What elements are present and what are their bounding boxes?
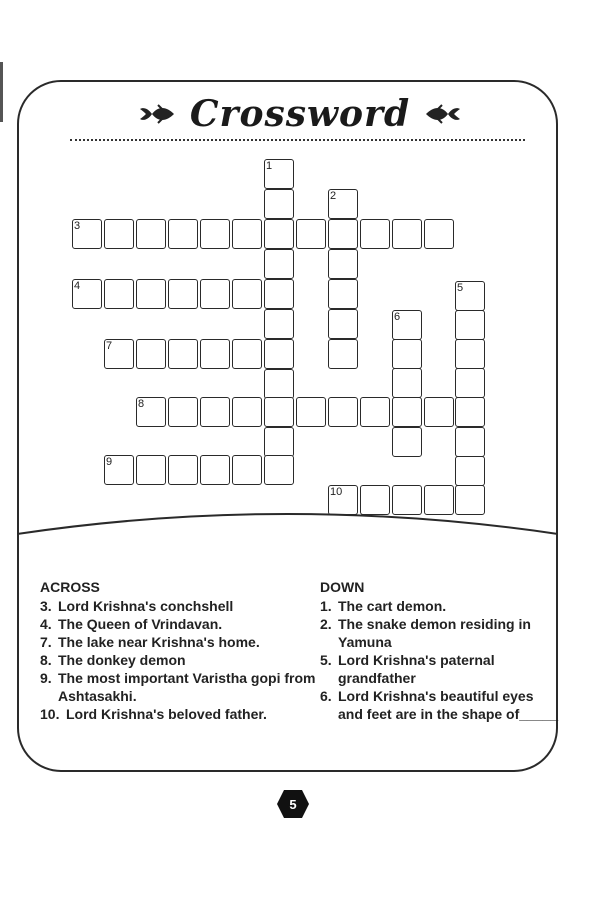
grid-cell[interactable] [232,279,262,309]
grid-cell[interactable] [455,427,485,457]
down-clues [320,578,560,723]
grid-cell[interactable] [455,368,485,398]
grid-cell[interactable] [264,309,294,339]
clue-text: The lake near Krishna's home. [58,634,260,650]
grid-cell[interactable] [296,397,326,427]
clue-text: The snake demon residing in Yamuna [338,616,531,650]
grid-cell[interactable] [200,219,230,249]
left-flourish-icon [138,103,176,125]
grid-cell[interactable] [455,281,485,311]
grid-cell[interactable] [136,455,166,485]
grid-cell[interactable] [104,339,134,369]
grid-cell[interactable] [392,397,422,427]
clue-item [40,651,320,669]
clue-number: 4. [40,616,52,632]
clue-text: The donkey demon [58,652,186,668]
clue-number: 9. [40,670,52,686]
grid-cell[interactable] [264,279,294,309]
clue-number-4: 4 [74,280,81,292]
page-number: 5 [289,796,297,812]
grid-cell[interactable] [328,397,358,427]
grid-cell[interactable] [104,279,134,309]
clue-text: The Queen of Vrindavan. [58,616,223,632]
across-heading: ACROSS [40,579,100,595]
clue-number-10: 10 [330,486,343,498]
grid-cell[interactable] [424,397,454,427]
clue-text: The cart demon. [338,598,447,614]
grid-cell[interactable] [455,397,485,427]
grid-cell[interactable] [455,310,485,340]
clue-number-1: 1 [266,160,273,172]
clue-text: Lord Krishna's conchshell [58,598,234,614]
grid-cell[interactable] [328,309,358,339]
grid-cell[interactable] [232,219,262,249]
clue-item [320,615,560,651]
section-divider-curve [17,510,558,560]
grid-cell[interactable] [232,397,262,427]
grid-cell[interactable] [264,249,294,279]
clue-number-2: 2 [330,190,337,202]
grid-cell[interactable] [328,249,358,279]
grid-cell[interactable] [232,455,262,485]
clue-number-8: 8 [138,398,145,410]
grid-cell[interactable] [200,455,230,485]
clue-number-3: 3 [74,220,81,232]
clue-number-7: 7 [106,340,113,352]
across-clues [40,578,320,723]
clue-item [40,705,320,723]
grid-cell[interactable] [328,189,358,219]
grid-cell[interactable] [200,397,230,427]
clue-number-9: 9 [106,456,113,468]
grid-cell[interactable] [104,219,134,249]
clue-number: 6. [320,688,332,704]
grid-cell[interactable] [264,189,294,219]
clue-number: 7. [40,634,52,650]
grid-cell[interactable] [72,279,102,309]
grid-cell[interactable] [264,159,294,189]
clue-number-6: 6 [394,311,401,323]
grid-cell[interactable] [264,397,294,427]
clue-item [320,597,560,615]
grid-cell[interactable] [72,219,102,249]
grid-cell[interactable] [264,455,294,485]
clue-number: 8. [40,652,52,668]
grid-cell[interactable] [424,219,454,249]
grid-cell[interactable] [392,368,422,398]
grid-cell[interactable] [200,279,230,309]
clue-number: 2. [320,616,332,632]
grid-cell[interactable] [392,339,422,369]
grid-cell[interactable] [136,279,166,309]
grid-cell[interactable] [168,219,198,249]
grid-cell[interactable] [360,219,390,249]
clue-item [40,633,320,651]
grid-cell[interactable] [104,455,134,485]
clue-text: Lord Krishna's paternal grandfather [338,652,495,686]
grid-cell[interactable] [200,339,230,369]
clue-number: 5. [320,652,332,668]
clue-text: Lord Krishna's beloved father. [66,706,267,722]
grid-cell[interactable] [168,455,198,485]
title-dotted-line [70,139,525,141]
grid-cell[interactable] [136,339,166,369]
grid-cell[interactable] [264,369,294,399]
clue-number: 10. [40,706,60,722]
clue-item [40,615,320,633]
grid-cell[interactable] [328,339,358,369]
grid-cell[interactable] [392,427,422,457]
grid-cell[interactable] [455,339,485,369]
clue-number: 1. [320,598,332,614]
grid-cell[interactable] [168,397,198,427]
page-title: Crossword [189,93,411,135]
grid-cell[interactable] [392,219,422,249]
grid-cell[interactable] [360,397,390,427]
clue-item [40,669,320,705]
clue-item [320,687,560,723]
clue-text: Lord Krishna's beautiful eyes and feet are in the shape of_____ [338,688,559,722]
grid-cell[interactable] [168,339,198,369]
grid-cell[interactable] [328,279,358,309]
grid-cell[interactable] [264,427,294,457]
clue-number-5: 5 [457,282,464,294]
clue-item [320,651,560,687]
right-flourish-icon [424,103,462,125]
page-number-badge [276,789,310,819]
grid-cell[interactable] [392,310,422,340]
grid-cell[interactable] [328,219,358,249]
grid-cell[interactable] [136,219,166,249]
clue-item [40,597,320,615]
grid-cell[interactable] [296,219,326,249]
grid-cell[interactable] [264,219,294,249]
grid-cell[interactable] [136,397,166,427]
clue-number: 3. [40,598,52,614]
grid-cell[interactable] [455,456,485,486]
grid-cell[interactable] [264,339,294,369]
down-heading: DOWN [320,579,365,595]
grid-cell[interactable] [232,339,262,369]
grid-cell[interactable] [168,279,198,309]
title-row [0,92,600,136]
clue-text: The most important Varistha gopi from Ashtasakhi. [58,670,316,704]
